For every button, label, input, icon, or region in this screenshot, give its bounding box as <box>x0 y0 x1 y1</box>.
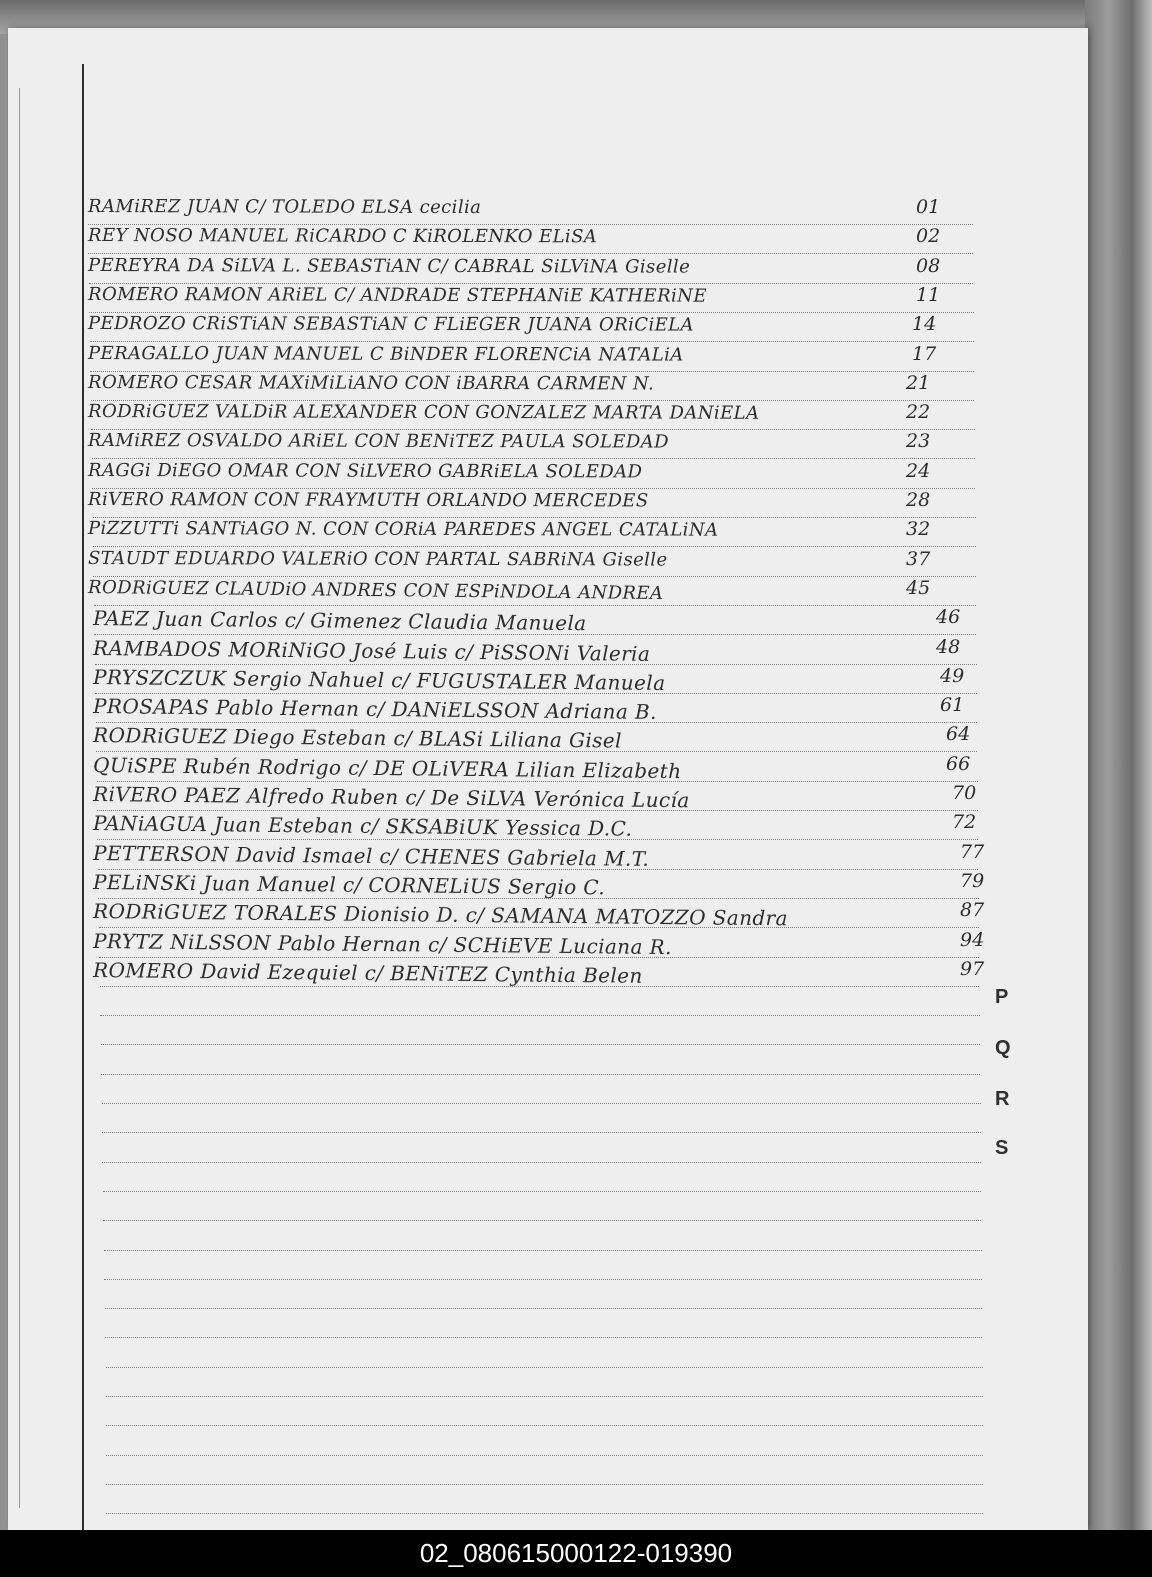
entry-page-number: 14 <box>912 313 937 336</box>
ruled-line <box>105 1308 983 1309</box>
entry-name: PEREYRA DA SiLVA L. SEBASTiAN C/ CABRAL SiLViNA Giselle <box>88 254 691 278</box>
ruled-line <box>106 1425 983 1426</box>
book-binding <box>1085 0 1152 1530</box>
entry-page-number: 87 <box>960 899 985 922</box>
entry-name: PAEZ Juan Carlos c/ Gimenez Claudia Manuela <box>93 606 587 636</box>
ruled-line <box>92 458 975 459</box>
entry-page-number: 72 <box>952 811 977 834</box>
ruled-line <box>90 371 974 372</box>
ruled-line <box>93 576 976 577</box>
entry-page-number: 37 <box>906 547 931 570</box>
entry-page-number: 24 <box>906 459 931 482</box>
entry-name: RODRiGUEZ TORALES Dionisio D. c/ SAMANA MATOZZO Sandra <box>93 899 789 931</box>
entry-page-number: 46 <box>936 606 961 629</box>
ruled-line <box>102 1103 981 1104</box>
stitch-line <box>19 88 20 1508</box>
ruled-line <box>88 253 973 254</box>
ruled-line <box>102 1132 981 1133</box>
entry-page-number: 23 <box>906 430 931 453</box>
entry-page-number: 64 <box>946 723 971 746</box>
entry-name: ROMERO David Ezequiel c/ BENiTEZ Cynthia Belen <box>93 957 643 988</box>
entry-name: STAUDT EDUARDO VALERiO CON PARTAL SABRiNA Giselle <box>88 547 668 571</box>
entry-page-number: 66 <box>946 752 971 775</box>
entry-name: RAMBADOS MORiNiGO José Luis c/ PiSSONi Valeria <box>93 635 651 666</box>
entry-name: RODRiGUEZ VALDiR ALEXANDER CON GONZALEZ MARTA DANiELA <box>88 401 760 424</box>
entry-page-number: 11 <box>916 283 941 306</box>
entry-name: PANiAGUA Juan Esteban c/ SKSABiUK Yessica D.C. <box>93 811 633 841</box>
entry-name: REY NOSO MANUEL RiCARDO C KiROLENKO ELiSA <box>88 225 598 248</box>
entry-name: ROMERO RAMON ARiEL C/ ANDRADE STEPHANiE KATHERiNE <box>88 283 707 307</box>
ruled-line <box>103 1191 981 1192</box>
entry-page-number: 02 <box>916 225 941 248</box>
entry-page-number: 48 <box>936 635 961 658</box>
ruled-line <box>101 1044 980 1045</box>
entry-name: RiVERO RAMON CON FRAYMUTH ORLANDO MERCEDES <box>88 489 649 512</box>
index-tab-p[interactable]: P <box>995 986 1009 1008</box>
ruled-line <box>106 1396 983 1397</box>
entry-page-number: 22 <box>906 401 931 424</box>
ruled-line <box>94 605 976 606</box>
entry-page-number: 45 <box>906 576 931 599</box>
entry-name: RODRiGUEZ Diego Esteban c/ BLASi Liliana Gisel <box>93 723 623 753</box>
ruled-line <box>102 1162 981 1163</box>
entry-name: PRYSZCZUK Sergio Nahuel c/ FUGUSTALER Manuela <box>93 664 666 695</box>
document-id: 02_080615000122-019390 <box>419 1538 733 1568</box>
ruled-line <box>100 1015 980 1016</box>
entry-page-number: 08 <box>916 254 941 277</box>
ruled-line <box>104 1279 982 1280</box>
ruled-line <box>101 1074 980 1075</box>
entry-name: RiVERO PAEZ Alfredo Ruben c/ De SiLVA Verónica Lucía <box>93 782 690 813</box>
entry-page-number: 94 <box>960 928 985 951</box>
ruled-line <box>106 1455 983 1456</box>
entry-page-number: 01 <box>916 196 941 218</box>
entry-name: RAGGi DiEGO OMAR CON SiLVERO GABRiELA SOLEDAD <box>88 459 643 483</box>
entry-page-number: 77 <box>960 840 985 863</box>
entry-page-number: 97 <box>960 957 985 980</box>
entry-name: RAMiREZ OSVALDO ARiEL CON BENiTEZ PAULA SOLEDAD <box>88 430 669 453</box>
entry-page-number: 61 <box>940 694 965 717</box>
index-tab-r[interactable]: R <box>995 1088 1010 1110</box>
entry-name: RAMiREZ JUAN C/ TOLEDO ELSA cecilia <box>88 196 482 219</box>
ruled-line <box>106 1484 983 1485</box>
entry-name: PROSAPAS Pablo Hernan c/ DANiELSSON Adriana B. <box>93 694 657 724</box>
entry-page-number: 49 <box>940 664 965 687</box>
index-tab-s[interactable]: S <box>995 1137 1009 1159</box>
index-tab-q[interactable]: Q <box>995 1037 1011 1059</box>
ruled-line <box>93 546 976 547</box>
entry-name: PELiNSKi Juan Manuel c/ CORNELiUS Sergio C. <box>93 869 606 900</box>
ledger-page <box>8 28 1088 1530</box>
entry-page-number: 70 <box>952 782 977 804</box>
entry-name: QUiSPE Rubén Rodrigo c/ DE OLiVERA Lilian Elizabeth <box>93 752 682 783</box>
entry-name: PEDROZO CRiSTiAN SEBASTiAN C FLiEGER JUANA ORiCiELA <box>88 313 694 336</box>
entry-name: ROMERO CESAR MAXiMiLiANO CON iBARRA CARMEN N. <box>88 371 655 395</box>
entry-page-number: 17 <box>912 342 937 365</box>
ruled-line <box>106 1367 983 1368</box>
ruled-line <box>90 341 974 342</box>
entry-page-number: 28 <box>906 489 931 511</box>
footer-bar <box>0 1530 1152 1577</box>
entry-name: PERAGALLO JUAN MANUEL C BiNDER FLORENCiA NATALiA <box>88 342 684 366</box>
ruled-line <box>104 1250 982 1251</box>
entry-name: PiZZUTTi SANTiAGO N. CON CORiA PAREDES ANGEL CATALiNA <box>88 518 719 541</box>
entry-name: PETTERSON David Ismael c/ CHENES Gabriela M.T. <box>93 840 650 871</box>
entry-page-number: 32 <box>906 518 931 541</box>
ruled-line <box>106 1513 983 1514</box>
entry-name: RODRiGUEZ CLAUDiO ANDRES CON ESPiNDOLA ANDREA <box>88 576 664 604</box>
ruled-line <box>105 1337 982 1338</box>
entry-name: PRYTZ NiLSSON Pablo Hernan c/ SCHiEVE Luciana R. <box>93 928 672 959</box>
margin-line <box>82 64 84 1530</box>
ruled-line <box>103 1220 981 1221</box>
entry-page-number: 21 <box>906 371 931 394</box>
entry-page-number: 79 <box>960 869 985 892</box>
